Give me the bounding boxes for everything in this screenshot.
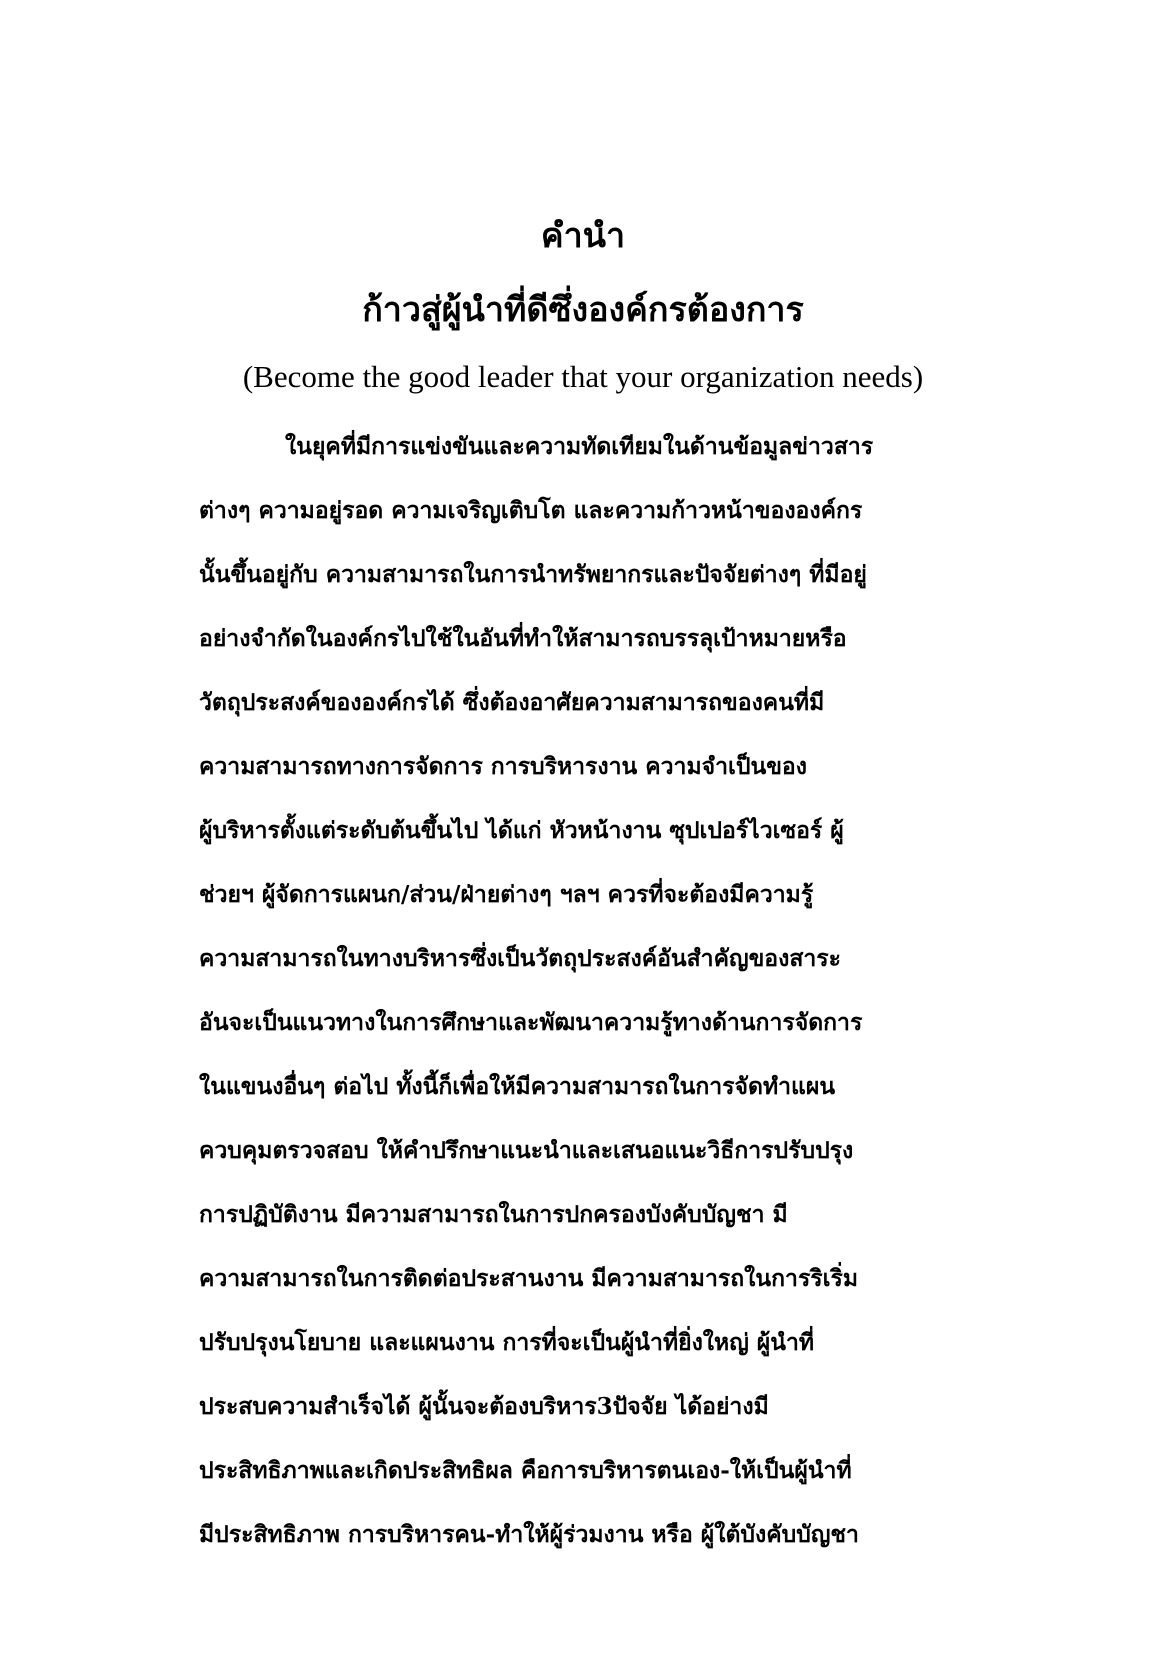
body-line: ความสามารถในทางบริหารซึ่งเป็นวัตถุประสงค์อันสำคัญของสาระ: [199, 945, 841, 972]
body-line: อย่างจำกัดในองค์กรไปใช้ในอันที่ทำให้สามารถบรรลุเป้าหมายหรือ: [199, 625, 847, 652]
body-line: ความสามารถทางการจัดการ การบริหารงาน ความจำเป็นของ: [199, 753, 807, 780]
document-title: ก้าวสู่ผู้นำที่ดีซึ่งองค์กรต้องการ: [362, 290, 804, 330]
body-line: ประสบความสำเร็จได้ ผู้นั้นจะต้องบริหาร3ปัจจัย ได้อย่างมี: [199, 1393, 769, 1420]
body-line: ต่างๆ ความอยู่รอด ความเจริญเติบโต และความก้าวหน้าขององค์กร: [199, 497, 863, 524]
body-line: การปฏิบัติงาน มีความสามารถในการปกครองบังคับบัญชา มี: [199, 1201, 788, 1228]
english-subtitle: (Become the good leader that your organization needs): [242, 359, 924, 394]
body-line: ปรับปรุงนโยบาย และแผนงาน การที่จะเป็นผู้นำที่ยิ่งใหญ่ ผู้นำที่: [199, 1329, 815, 1356]
body-line: ในแขนงอื่นๆ ต่อไป ทั้งนี้ก็เพื่อให้มีความสามารถในการจัดทำแผน: [199, 1073, 836, 1100]
body-line: ควบคุมตรวจสอบ ให้คำปรึกษาแนะนำและเสนอแนะวิธีการปรับปรุง: [199, 1137, 854, 1164]
body-line: อันจะเป็นแนวทางในการศึกษาและพัฒนาความรู้ทางด้านการจัดการ: [199, 1009, 863, 1036]
body-line: มีประสิทธิภาพ การบริหารคน-ทำให้ผู้ร่วมงาน หรือ ผู้ใต้บังคับบัญชา: [199, 1521, 859, 1548]
body-line: ผู้บริหารตั้งแต่ระดับต้นขึ้นไป ได้แก่ หัวหน้างาน ซุปเปอร์ไวเซอร์ ผู้: [199, 817, 844, 844]
body-line: ความสามารถในการติดต่อประสานงาน มีความสามารถในการริเริ่ม: [199, 1265, 859, 1292]
body-line: ในยุคที่มีการแข่งขันและความทัดเทียมในด้านข้อมูลข่าวสาร: [285, 433, 874, 460]
body-line: นั้นขึ้นอยู่กับ ความสามารถในการนำทรัพยากรและปัจจัยต่างๆ ที่มีอยู่: [199, 561, 867, 588]
body-line: วัตถุประสงค์ขององค์กรได้ ซึ่งต้องอาศัยความสามารถของคนที่มี: [199, 689, 825, 716]
body-line: ช่วยฯ ผู้จัดการแผนก/ส่วน/ฝ่ายต่างๆ ฯลฯ ควรที่จะต้องมีความรู้: [199, 881, 814, 908]
body-text: [199, 415, 959, 1567]
body-line: ประสิทธิภาพและเกิดประสิทธิผล คือการบริหารตนเอง-ให้เป็นผู้นำที่: [199, 1457, 852, 1484]
preface-heading: คำนำ: [540, 216, 626, 256]
